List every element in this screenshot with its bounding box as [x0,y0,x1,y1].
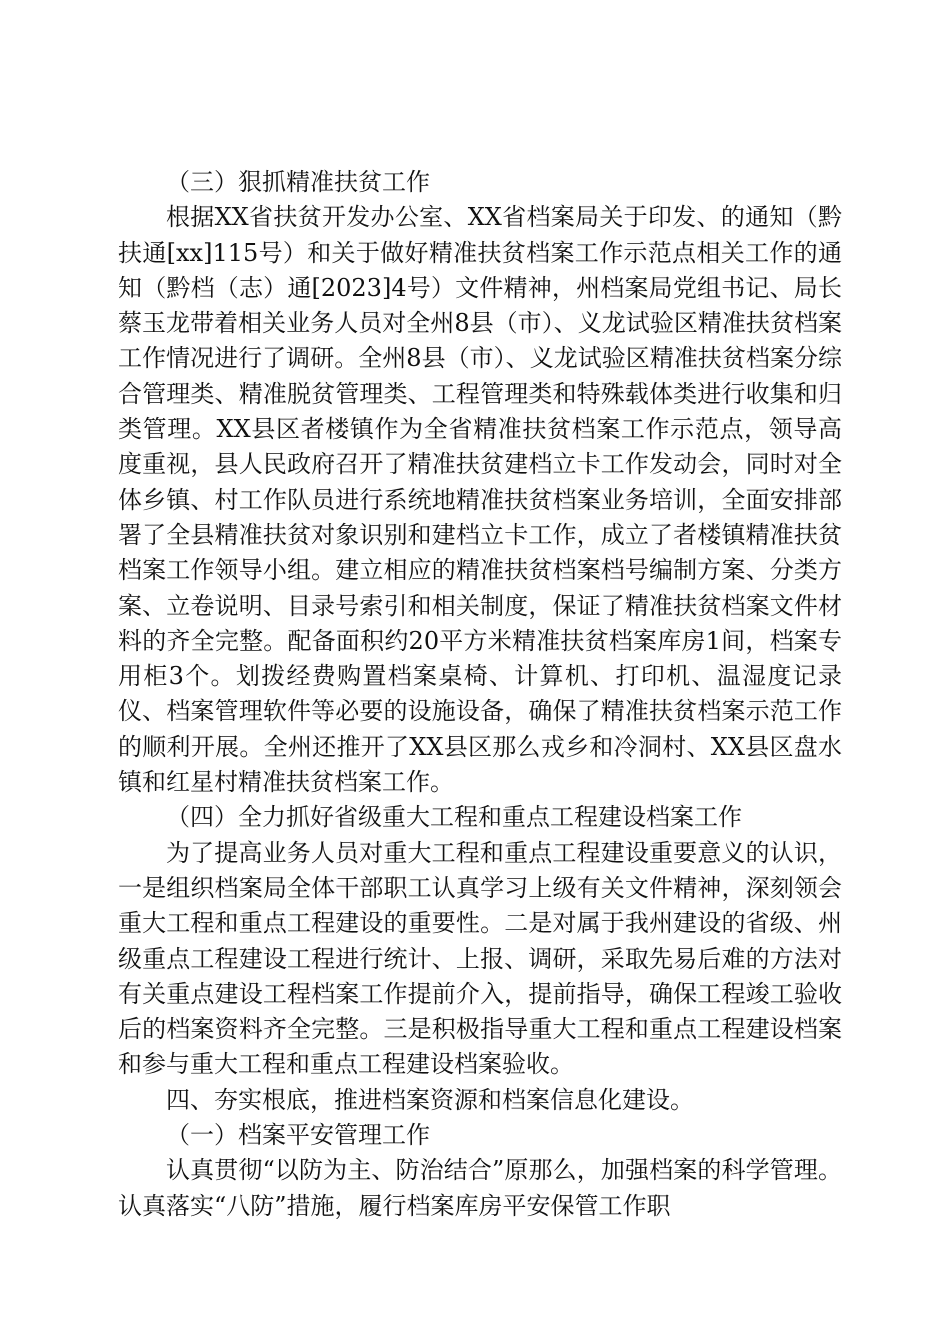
paragraph-archive-safety: 认真贯彻“以防为主、防治结合”原那么，加强档案的科学管理。认真落实“八防”措施，履行档案库房平安保管工作职 [118,1156,842,1220]
paragraph-poverty-archives: 根据XX省扶贫开发办公室、XX省档案局关于印发、的通知（黔扶通[xx]115号）和关于做好精准扶贫档案工作示范点相关工作的通知（黔档（志）通[2023]4号）文件精神，州档案局党组书记、局长蔡玉龙带着相关业务人员对全州8县（市）、义龙试验区精准扶贫档案工作情况进行了调研。全州8县（市）、义龙试验区精准扶贫档案分综合管理类、精准脱贫管理类、工程管理类和特殊载体类进行收集和归类管理。XX县区者楼镇作为全省精准扶贫档案工作示范点，领导高度重视，县人民政府召开了精准扶贫建档立卡工作发动会，同时对全体乡镇、村工作队员进行系统地精准扶贫档案业务培训，全面安排部署了全县精准扶贫对象识别和建档立卡工作，成立了者楼镇精准扶贫档案工作领导小组。建立相应的精准扶贫档案档号编制方案、分类方案、立卷说明、目录号索引和相关制度，保证了精准扶贫档案文件材料的齐全完整。配备面积约20平方米精准扶贫档案库房1间，档案专用柜3个。划拨经费购置档案桌椅、计算机、打印机、温湿度记录仪、档案管理软件等必要的设施设备，确保了精准扶贫档案示范工作的顺利开展。全州还推开了XX县区那么戎乡和冷洞村、XX县区盘水镇和红星村精准扶贫档案工作。 [118,203,842,797]
section-heading-1: （一）档案平安管理工作 [166,1121,430,1150]
section-heading-4: （四）全力抓好省级重大工程和重点工程建设档案工作 [166,803,742,832]
paragraph-major-projects: 为了提高业务人员对重大工程和重点工程建设重要意义的认识，一是组织档案局全体干部职工认真学习上级有关文件精神，深刻领会重大工程和重点工程建设的重要性。二是对属于我州建设的省级、州级重点工程建设工程进行统计、上报、调研，采取先易后难的方法对有关重点建设工程档案工作提前介入，提前指导，确保工程竣工验收后的档案资料齐全完整。三是积极指导重大工程和重点工程建设档案和参与重大工程和重点工程建设档案验收。 [118,838,842,1079]
section-heading-3: （三）狠抓精准扶贫工作 [166,168,430,196]
section-heading-main-4: 四、夯实根底，推进档案资源和档案信息化建设。 [166,1085,694,1114]
document-body [118,165,842,1224]
